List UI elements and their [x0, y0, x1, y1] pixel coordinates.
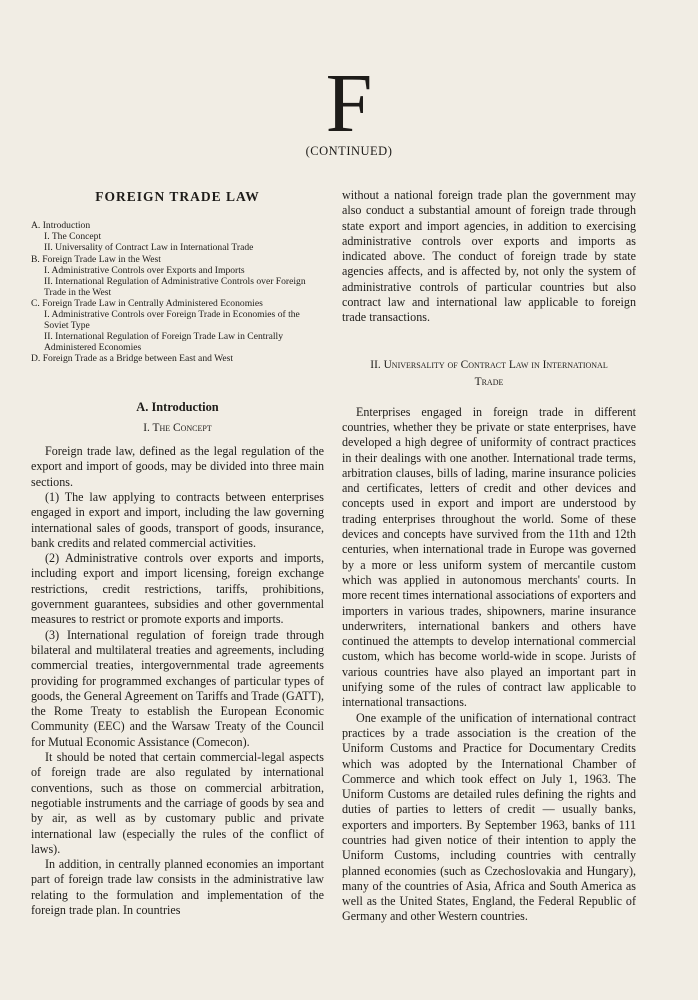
body-paragraph: (1) The law applying to contracts between enterprises engaged in export and import, including the law governing international sales of goods, transport of goods, insurance, bank credits and related commercial activities. — [31, 490, 324, 550]
body-paragraph: (3) International regulation of foreign trade through bilateral and multilateral treaties and agreements, including commercial treaties, intergovernmental trade agreements providing for programmed exchanges of particular types of goods, the General Agreement on Tariffs and Trade (GATT), the Rome Treaty to establish the European Economic Community (EEC) and the Warsaw Treaty of the Council for Mutual Economic Assistance (Comecon). — [31, 627, 324, 749]
toc-item: I. Administrative Controls over Exports and Imports — [44, 264, 245, 276]
toc-item: A. Introduction — [31, 220, 91, 232]
body-paragraph: (2) Administrative controls over exports and imports, including export and import licensing, foreign exchange restrictions, credit restrictions, tariffs, prohibitions, government guarantees, subsidies and other governmental measures to restrict or promote exports and imports. — [31, 551, 324, 627]
subsection-heading-concept: I. The Concept — [143, 421, 212, 434]
right-column — [342, 188, 636, 925]
toc-item: I. Administrative Controls over Foreign Trade in Economies of the Soviet Type — [44, 309, 300, 332]
table-of-contents — [31, 220, 324, 364]
body-paragraph: Foreign trade law, defined as the legal regulation of the export and import of goods, may be divided into three main sections. — [31, 444, 324, 489]
toc-item: D. Foreign Trade as a Bridge between East and West — [31, 353, 234, 365]
toc-item: II. International Regulation of Administrative Controls over Foreign Trade in the West — [44, 275, 306, 298]
body-paragraph: In addition, in centrally planned economies an important part of foreign trade law consists in the administrative law relating to the formulation and implementation of the foreign trade plan. In countries — [31, 857, 324, 918]
body-paragraph: It should be noted that certain commercial-legal aspects of foreign trade are also regulated by international conventions, such as those on commercial arbitration, negotiable instruments and the carriage of goods by sea and by air, as well as by customary public and private international law (especially the rules of the conflict of laws). — [31, 750, 324, 856]
toc-item: II. Universality of Contract Law in International Trade — [44, 242, 254, 254]
toc-item: I. The Concept — [44, 231, 102, 243]
left-column — [31, 188, 324, 918]
toc-item: B. Foreign Trade Law in the West — [31, 253, 161, 265]
body-paragraph: One example of the unification of international contract practices by a trade association is the creation of the Uniform Customs and Practice for Documentary Credits which was adopted by the International Chamber of Commerce and which took effect on July 1, 1963. The Uniform Customs are detailed rules defining the rights and duties of parties to letters of credit — usually banks, exporters and importers. By September 1963, banks of 111 countries had given notice of their intention to apply the Uniform Customs, including countries with centrally planned economies (such as Czechoslovakia and Hungary), many of the countries of Asia, Africa and South America as well as the United States, England, the Federal Republic of Germany and other Western countries. — [342, 710, 636, 924]
subsection-heading-universality: II. Universality of Contract Law in International Trade — [370, 358, 608, 388]
continued-label: (CONTINUED) — [305, 144, 393, 158]
body-paragraph: Enterprises engaged in foreign trade in different countries, whether they be private or state enterprises, have developed a high degree of uniformity of contract practices in their dealings with one another. International trade terms, arbitration clauses, bills of lading, marine insurance policies and certificates, letters of credit and other devices and concepts used in export and import are understood by trading enterprises throughout the world. Some of these devices and concepts have survived from the 11th and 12th centuries, when international trade in Europe was governed by a more or less uniform system of mercantile custom which was applied in autonomous merchants' courts. In more recent times international associations of exporters and importers in various trades, shipowners, marine insurance underwriters, international bankers and others have continued the attempts to develop international commercial custom, which has become world-wide in scope. Jurists of various countries have also played an important part in unifying some of the rules of contract law applicable to international transactions. — [342, 404, 636, 710]
toc-item: C. Foreign Trade Law in Centrally Administered Economies — [31, 297, 263, 309]
article-title: FOREIGN TRADE LAW — [95, 189, 260, 204]
section-letter: F — [325, 57, 373, 150]
body-paragraph-continued: without a national foreign trade plan the government may also conduct a substantial amount of foreign trade through state export and import agencies, in addition to exercising administrative controls over exports and imports as indicated above. The conduct of foreign trade by state agencies affects, and is affected by, not only the system of administrative controls of particular countries but also contract law and international law applicable to foreign trade transactions. — [342, 188, 636, 325]
section-heading-introduction: A. Introduction — [136, 399, 219, 414]
toc-item: II. International Regulation of Foreign Trade Law in Centrally Administered Economies — [44, 331, 283, 354]
